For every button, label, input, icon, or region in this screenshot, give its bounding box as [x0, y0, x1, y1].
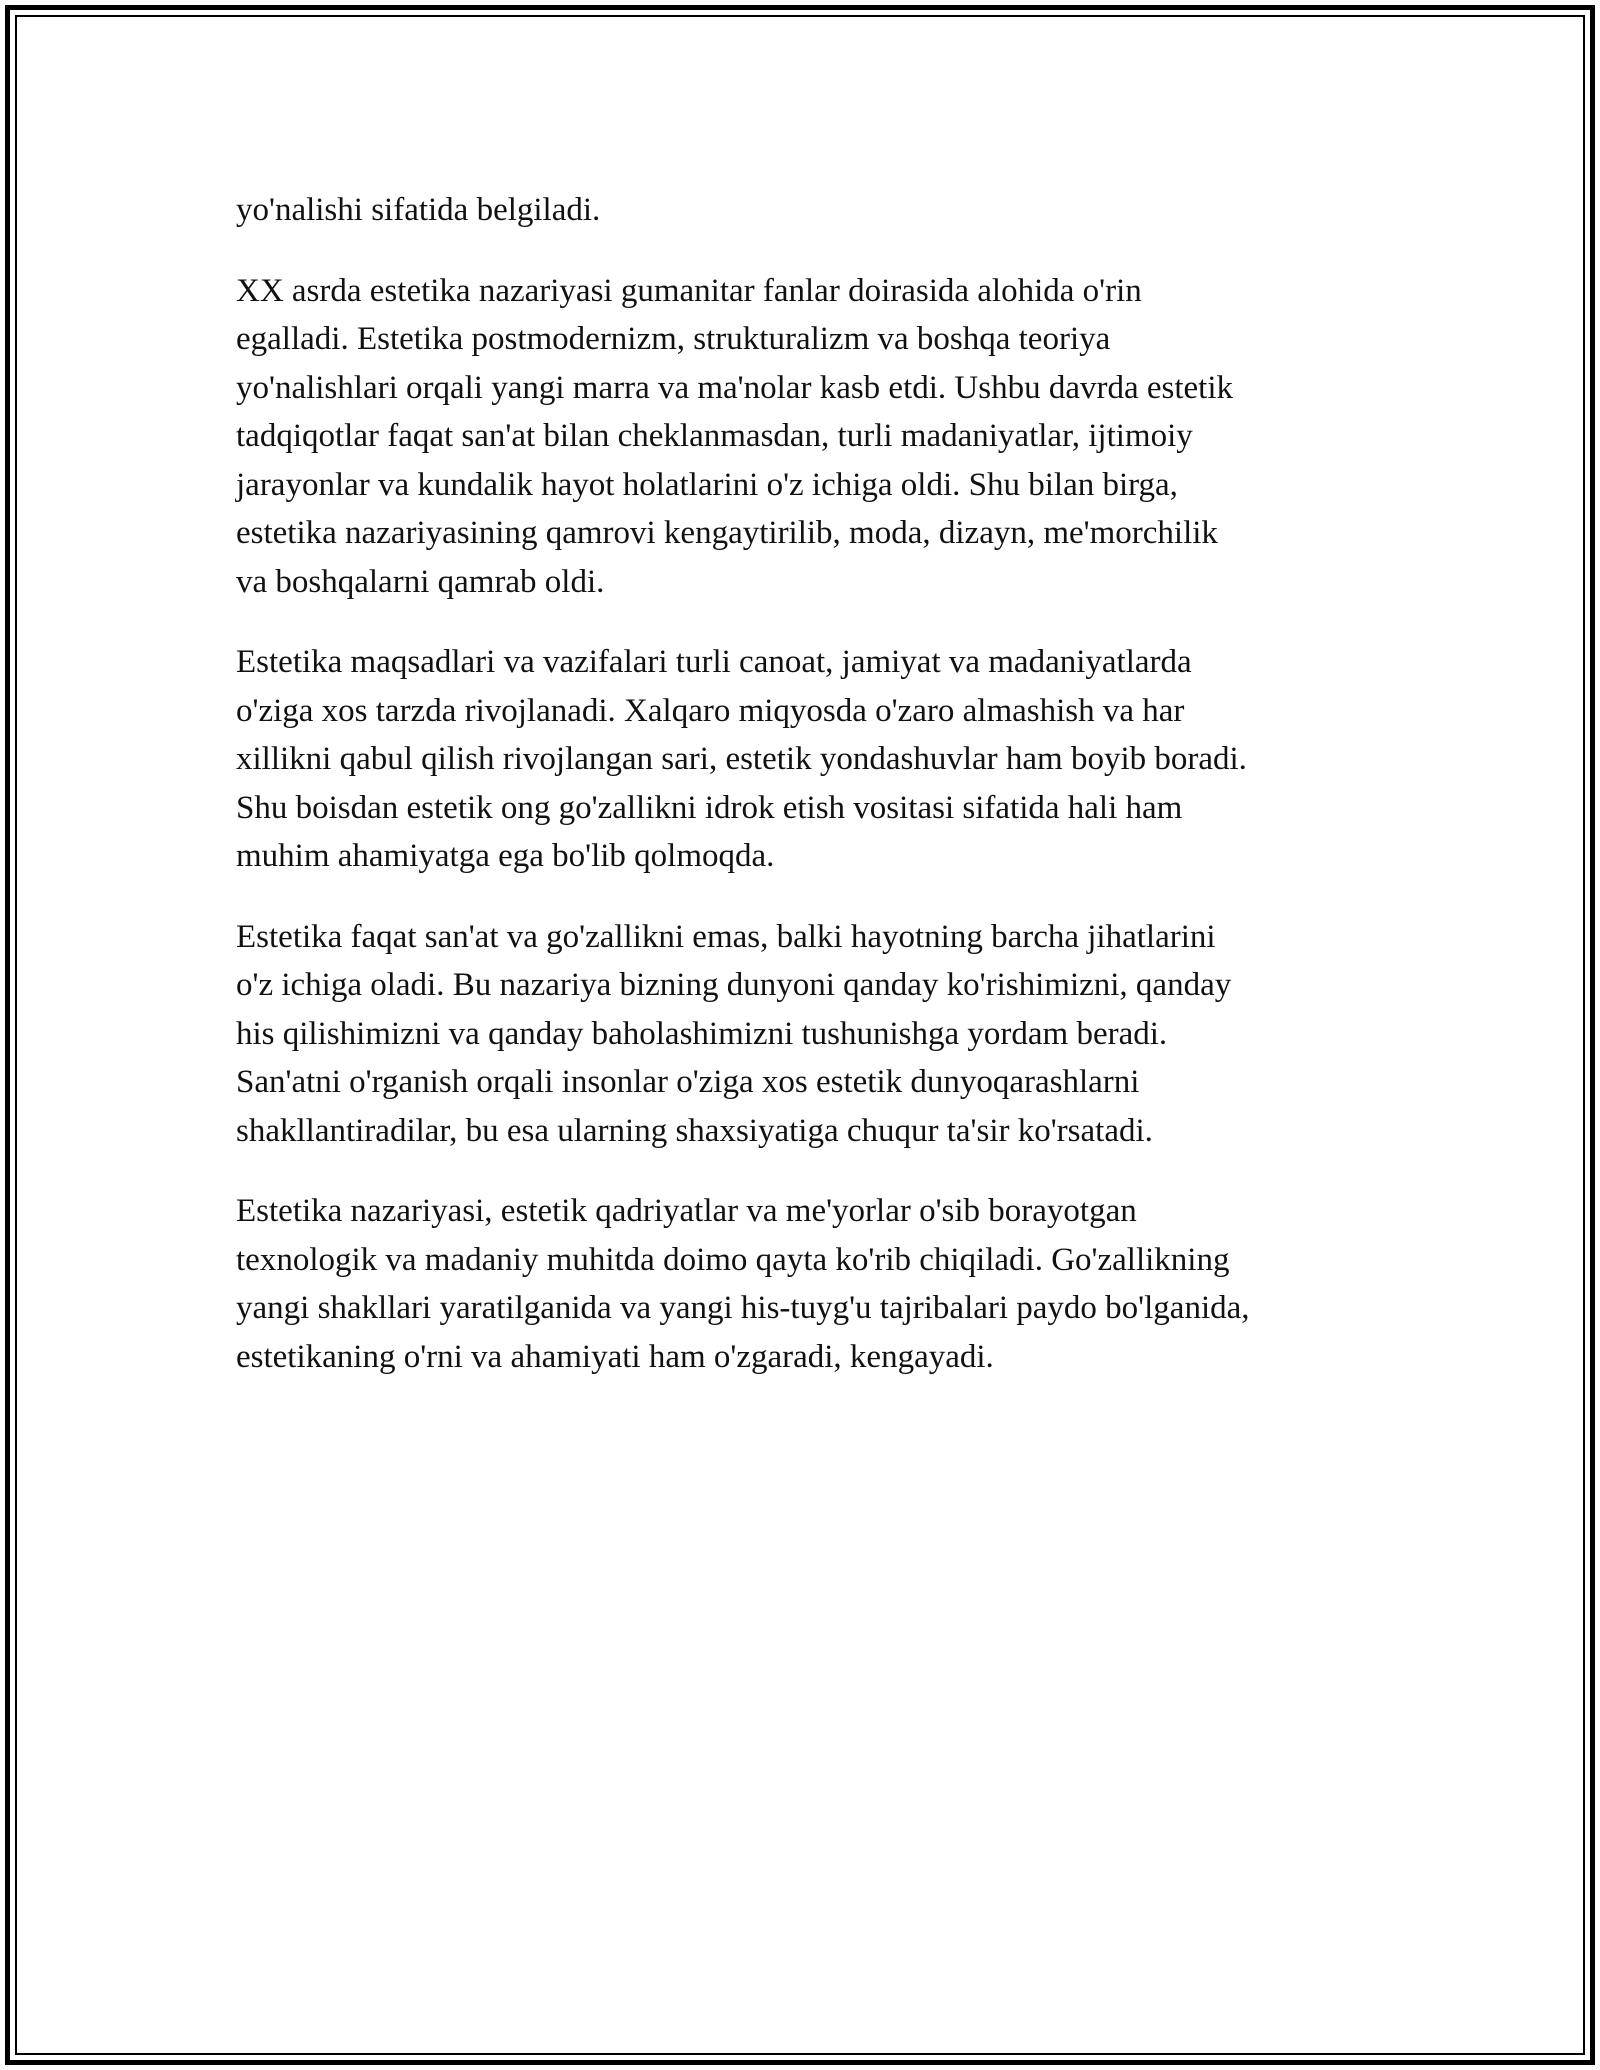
paragraph-continuation: yo'nalishi sifatida belgiladi.	[236, 192, 601, 228]
paragraph-aesthetics-reconsidered: Estetika nazariyasi, estetik qadriyatlar va me'yorlar o'sib borayotgan texnologik va madaniy muhitda doimo qayta ko'rib chiqiladi. Go'zallikning yangi shakllari yaratilganida va yangi his-tuyg'u tajribalari paydo bo'lganida, estetikaning o'rni va ahamiyati ham o'zgaradi, kengayadi.	[236, 1193, 1250, 1375]
document-body	[236, 186, 1386, 1413]
paragraph-aesthetics-goals: Estetika maqsadlari va vazifalari turli canoat, jamiyat va madaniyatlarda o'ziga xos tarzda rivojlanadi. Xalqaro miqyosda o'zaro almashish va har xillikni qabul qilish rivojlangan sari, estetik yondashuvlar ham boyib boradi. Shu boisdan estetik ong go'zallikni idrok etish vositasi sifatida hali ham muhim ahamiyatga ega bo'lib qolmoqda.	[236, 644, 1247, 874]
paragraph-xx-century-aesthetics: XX asrda estetika nazariyasi gumanitar fanlar doirasida alohida o'rin egalladi. Estetika postmodernizm, strukturalizm va boshqa teoriya yo'nalishlari orqali yangi marra va ma'nolar kasb etdi. Ushbu davrda estetik tadqiqotlar faqat san'at bilan cheklanmasdan, turli madaniyatlar, ijtimoiy jarayonlar va kundalik hayot holatlarini o'z ichiga oldi. Shu bilan birga, estetika nazariyasining qamrovi kengaytirilib, moda, dizayn, me'morchilik va boshqalarni qamrab oldi.	[236, 272, 1234, 600]
paragraph-aesthetics-scope: Estetika faqat san'at va go'zallikni emas, balki hayotning barcha jihatlarini o'z ichiga oladi. Bu nazariya bizning dunyoni qanday ko'rishimizni, qanday his qilishimizni va qanday baholashimizni tushunishga yordam beradi. San'atni o'rganish orqali insonlar o'ziga xos estetik dunyoqarashlarni shakllantiradilar, bu esa ularning shaxsiyatiga chuqur ta'sir ko'rsatadi.	[236, 918, 1232, 1149]
